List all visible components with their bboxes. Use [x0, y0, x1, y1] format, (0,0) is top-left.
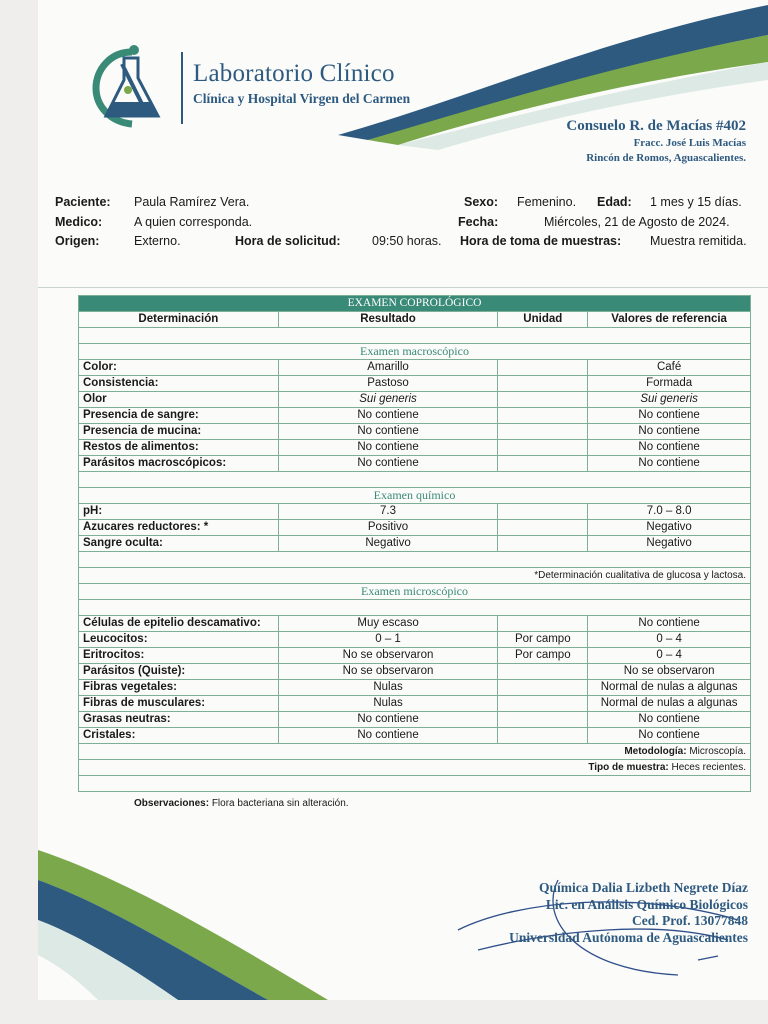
age-label: Edad:: [597, 195, 632, 209]
reference-value: Formada: [588, 376, 751, 392]
table-row: [79, 696, 751, 712]
table-row: [79, 648, 751, 664]
note-cell: [79, 744, 751, 760]
reference-value: No contiene: [588, 456, 751, 472]
section-divider: [38, 287, 768, 288]
table-row: [79, 712, 751, 728]
result-value: [278, 392, 498, 408]
date-label: Fecha:: [458, 215, 499, 229]
unit-value: [498, 696, 588, 712]
address-line-1: Consuelo R. de Macías #402: [566, 118, 746, 134]
reference-value: Negativo: [588, 536, 751, 552]
determination-label: Células de epitelio descamativo:: [79, 616, 279, 632]
table-row: [79, 376, 751, 392]
reference-value: No contiene: [588, 728, 751, 744]
lab-subtitle: Clínica y Hospital Virgen del Carmen: [193, 91, 411, 106]
origin-label: Origen:: [55, 234, 100, 248]
result-value: No contiene: [278, 408, 498, 424]
unit-value: [498, 520, 588, 536]
column-header: Valores de referencia: [588, 312, 751, 328]
table-row: [79, 632, 751, 648]
table-row: [79, 360, 751, 376]
reference-value-text: Sui generis: [640, 393, 698, 405]
reference-value: No se observaron: [588, 664, 751, 680]
empty-cell: [79, 328, 751, 344]
reference-value: Normal de nulas a algunas: [588, 680, 751, 696]
result-value: Negativo: [278, 536, 498, 552]
section-row: [79, 344, 751, 360]
table-row: [79, 520, 751, 536]
origin-value: Externo.: [134, 234, 181, 248]
lab-flask-logo: [92, 44, 172, 129]
unit-value: [498, 712, 588, 728]
determination-label: Presencia de sangre:: [79, 408, 279, 424]
reference-value: No contiene: [588, 616, 751, 632]
note-cell: [79, 760, 751, 776]
observations-value: Flora bacteriana sin alteración.: [211, 798, 349, 809]
signature-title: Lic. en Análisis Químico Biológicos: [545, 897, 748, 912]
sample-time-label: Hora de toma de muestras:: [460, 234, 622, 248]
determination-label: Olor: [79, 392, 279, 408]
result-value: No se observaron: [278, 664, 498, 680]
determination-label: Fibras de musculares:: [79, 696, 279, 712]
sample-type-label: Tipo de muestra:: [588, 762, 669, 773]
reference-value: 0 – 4: [588, 632, 751, 648]
sample-type-value: Heces recientes.: [671, 762, 746, 773]
empty-cell: [79, 552, 751, 568]
method-label: Metodología:: [624, 746, 687, 757]
unit-value: [498, 424, 588, 440]
note-row: [79, 760, 751, 776]
section-title: Examen microscópico: [79, 584, 751, 600]
determination-label: Presencia de mucina:: [79, 424, 279, 440]
unit-value: [498, 536, 588, 552]
report-sheet: [38, 0, 768, 1000]
result-value: No contiene: [278, 456, 498, 472]
determination-label: Parásitos (Quiste):: [79, 664, 279, 680]
result-value: Nulas: [278, 696, 498, 712]
reference-value: Café: [588, 360, 751, 376]
determination-label: Consistencia:: [79, 376, 279, 392]
table-row: [79, 456, 751, 472]
result-value: Muy escaso: [278, 616, 498, 632]
determination-label: Azucares reductores: *: [79, 520, 279, 536]
sex-label: Sexo:: [464, 195, 499, 209]
unit-value: [498, 360, 588, 376]
table-row: [79, 616, 751, 632]
reference-value: [588, 392, 751, 408]
unit-value: [498, 392, 588, 408]
unit-value: [498, 376, 588, 392]
exam-title: EXAMEN COPROLÓGICO: [79, 296, 751, 312]
unit-value: Por campo: [498, 648, 588, 664]
table-row: [79, 664, 751, 680]
patient-value: Paula Ramírez Vera.: [134, 195, 250, 209]
determination-label: Sangre oculta:: [79, 536, 279, 552]
column-header: Determinación: [79, 312, 279, 328]
determination-label: Parásitos macroscópicos:: [79, 456, 279, 472]
result-value: 0 – 1: [278, 632, 498, 648]
request-time-value: 09:50 horas.: [372, 234, 442, 248]
empty-cell: [79, 600, 751, 616]
address-line-2: Fracc. José Luis Macías: [633, 137, 746, 149]
determination-label: Eritrocitos:: [79, 648, 279, 664]
unit-value: [498, 616, 588, 632]
section-title: Examen químico: [79, 488, 751, 504]
table-row: [79, 440, 751, 456]
empty-row: [79, 776, 751, 792]
observations-label: Observaciones:: [134, 798, 210, 809]
result-value: 7.3: [278, 504, 498, 520]
reference-value: Negativo: [588, 520, 751, 536]
result-value: Nulas: [278, 680, 498, 696]
request-time-label: Hora de solicitud:: [235, 234, 341, 248]
age-value: 1 mes y 15 días.: [650, 195, 742, 209]
signature-university: Universidad Autónoma de Aguascalientes: [509, 930, 748, 945]
determination-label: Leucocitos:: [79, 632, 279, 648]
empty-row: [79, 328, 751, 344]
signature-license: Ced. Prof. 13077848: [632, 913, 748, 928]
unit-value: [498, 680, 588, 696]
result-value-text: Sui generis: [359, 393, 417, 405]
lab-name: Laboratorio Clínico: [193, 60, 395, 87]
column-header: Unidad: [498, 312, 588, 328]
unit-value: Por campo: [498, 632, 588, 648]
empty-row: [79, 600, 751, 616]
reference-value: No contiene: [588, 440, 751, 456]
empty-cell: [79, 776, 751, 792]
determination-label: Color:: [79, 360, 279, 376]
empty-cell: [79, 472, 751, 488]
determination-label: Restos de alimentos:: [79, 440, 279, 456]
header-divider-line: [181, 52, 183, 124]
address-line-3: Rincón de Romos, Aguascalientes.: [586, 152, 746, 164]
patient-label: Paciente:: [55, 195, 111, 209]
note-row: [79, 744, 751, 760]
table-row: [79, 392, 751, 408]
sex-value: Femenino.: [517, 195, 577, 209]
result-value: Pastoso: [278, 376, 498, 392]
determination-label: pH:: [79, 504, 279, 520]
section-title: Examen macroscópico: [79, 344, 751, 360]
determination-label: Fibras vegetales:: [79, 680, 279, 696]
unit-value: [498, 440, 588, 456]
result-value: No contiene: [278, 728, 498, 744]
table-row: [79, 408, 751, 424]
date-value: Miércoles, 21 de Agosto de 2024.: [544, 215, 730, 229]
result-value: Amarillo: [278, 360, 498, 376]
unit-value: [498, 728, 588, 744]
empty-row: [79, 472, 751, 488]
coprologic-exam-table: [78, 295, 751, 792]
column-header: Resultado: [278, 312, 498, 328]
table-row: [79, 424, 751, 440]
observations: [134, 798, 349, 809]
table-row: [79, 680, 751, 696]
sample-time-value: Muestra remitida.: [650, 234, 747, 248]
reference-value: Normal de nulas a algunas: [588, 696, 751, 712]
note-row: [79, 568, 751, 584]
section-row: [79, 488, 751, 504]
unit-value: [498, 456, 588, 472]
reference-value: 7.0 – 8.0: [588, 504, 751, 520]
unit-value: [498, 664, 588, 680]
reference-value: No contiene: [588, 712, 751, 728]
table-row: [79, 504, 751, 520]
reference-value: No contiene: [588, 408, 751, 424]
doctor-label: Medico:: [55, 215, 103, 229]
result-value: No se observaron: [278, 648, 498, 664]
unit-value: [498, 504, 588, 520]
determination-label: Cristales:: [79, 728, 279, 744]
doctor-value: A quien corresponda.: [134, 215, 253, 229]
empty-row: [79, 552, 751, 568]
reference-value: 0 – 4: [588, 648, 751, 664]
result-value: No contiene: [278, 440, 498, 456]
section-row: [79, 584, 751, 600]
chem-footnote: *Determinación cualitativa de glucosa y lactosa.: [534, 570, 746, 581]
unit-value: [498, 408, 588, 424]
result-value: Positivo: [278, 520, 498, 536]
method-value: Microscopía.: [689, 746, 746, 757]
table-row: [79, 536, 751, 552]
signature-name: Química Dalia Lizbeth Negrete Díaz: [539, 880, 748, 895]
reference-value: No contiene: [588, 424, 751, 440]
note-cell: [79, 568, 751, 584]
determination-label: Grasas neutras:: [79, 712, 279, 728]
result-value: No contiene: [278, 712, 498, 728]
table-row: [79, 728, 751, 744]
result-value: No contiene: [278, 424, 498, 440]
